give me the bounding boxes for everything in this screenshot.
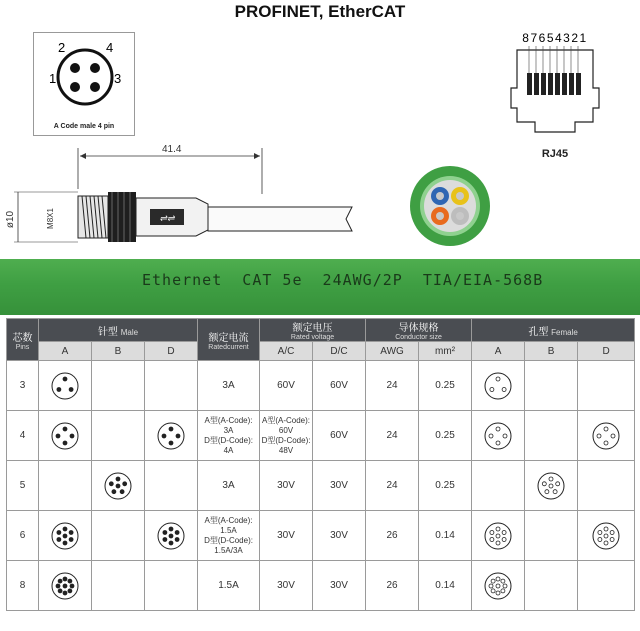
pin-layout-icon [531,466,571,506]
connector-side-view [0,134,380,264]
cell-male-pinout [92,361,145,411]
cell-pins: 6 [7,511,39,561]
cell-male-pinout [92,561,145,611]
rj45-diagram [505,28,605,163]
pin-layout-icon [45,366,85,406]
cell-female-pinout [578,361,635,411]
cell-ac-voltage: 30V [260,511,313,561]
cell-dc-voltage: 30V [313,561,366,611]
cell-male-pinout [145,511,198,561]
pin-layout-icon [45,566,85,606]
cell-dc-voltage: 30V [313,461,366,511]
thread-dimension: M8X1 [45,208,55,229]
cell-female-pinout [472,361,525,411]
pin-layout-icon [586,516,626,556]
cell-female-pinout [472,411,525,461]
subheader-female-b: B [525,342,578,361]
cell-dc-voltage: 30V [313,511,366,561]
cell-male-pinout [39,361,92,411]
cell-awg: 24 [366,411,419,461]
pin-layout-icon [478,516,518,556]
connector-face-diagram [33,32,135,136]
table-row [7,411,635,461]
cell-female-pinout [525,461,578,511]
cell-mm2: 0.14 [419,561,472,611]
pin-layout-icon [478,416,518,456]
cell-pins: 4 [7,411,39,461]
pin-layout-icon [478,366,518,406]
pin-label-4: 4 [106,40,114,55]
cell-female-pinout [525,561,578,611]
header-pins: 芯数 Pins [7,319,39,361]
spec-table [6,318,635,611]
pin-layout-icon [45,516,85,556]
cell-current: 1.5A [198,561,260,611]
cell-male-pinout [92,461,145,511]
cell-mm2: 0.25 [419,461,472,511]
cell-female-pinout [472,561,525,611]
pin-layout-icon [45,416,85,456]
cell-mm2: 0.25 [419,361,472,411]
cell-male-pinout [39,461,92,511]
cable-cross-section-icon [408,164,492,248]
svg-text:⇌⇌: ⇌⇌ [159,213,175,223]
cell-dc-voltage: 60V [313,411,366,461]
table-row [7,361,635,411]
cell-male-pinout [145,561,198,611]
diameter-dimension: ø10 [5,210,17,229]
header-male: 针型 Male [39,319,198,342]
cell-current: 3A [198,461,260,511]
subheader-male-b: B [92,342,145,361]
rj45-icon [505,28,605,146]
subheader-mm2: mm² [419,342,472,361]
cell-pins: 5 [7,461,39,511]
length-dimension: 41.4 [162,144,182,155]
cell-awg: 26 [366,511,419,561]
cell-current: 3A [198,361,260,411]
cell-male-pinout [145,361,198,411]
cell-female-pinout [525,411,578,461]
subheader-ac: A/C [260,342,313,361]
subheader-female-a: A [472,342,525,361]
header-voltage: 额定电压 Rated voltage [260,319,366,342]
cell-ac-voltage: A型(A-Code): 60V D型(D-Code): 48V [260,411,313,461]
pin-label-1: 1 [49,71,57,86]
cell-current: A型(A-Code): 1.5A D型(D-Code): 1.5A/3A [198,511,260,561]
table-row [7,561,635,611]
cell-female-pinout [578,511,635,561]
pin-layout-icon [586,416,626,456]
subheader-female-d: D [578,342,635,361]
subheader-dc: D/C [313,342,366,361]
cell-female-pinout [578,561,635,611]
cell-female-pinout [472,461,525,511]
cell-dc-voltage: 60V [313,361,366,411]
pin-label-2: 2 [58,40,66,55]
pin-layout-icon [98,466,138,506]
cell-male-pinout [145,461,198,511]
cell-male-pinout [145,411,198,461]
subheader-male-a: A [39,342,92,361]
header-female: 孔型 Female [472,319,635,342]
connector-face-icon [34,33,136,123]
header-current: 额定电流 Ratedcurrent [198,319,260,361]
page-title: PROFINET, EtherCAT [234,2,406,21]
cell-male-pinout [39,511,92,561]
cell-ac-voltage: 30V [260,561,313,611]
diagram-area [0,24,640,260]
cell-ac-voltage: 30V [260,461,313,511]
cell-mm2: 0.25 [419,411,472,461]
cell-female-pinout [578,411,635,461]
table-row [7,461,635,511]
pin-layout-icon [151,416,191,456]
header-conductor: 导体规格 Conductor size [366,319,472,342]
cell-female-pinout [525,511,578,561]
subheader-awg: AWG [366,342,419,361]
cell-awg: 24 [366,461,419,511]
cell-awg: 26 [366,561,419,611]
cell-mm2: 0.14 [419,511,472,561]
cell-female-pinout [472,511,525,561]
table-row [7,511,635,561]
cell-male-pinout [39,561,92,611]
cell-female-pinout [525,361,578,411]
subheader-male-d: D [145,342,198,361]
cell-current: A型(A-Code): 3A D型(D-Code): 4A [198,411,260,461]
cable-print-text: Ethernet CAT 5e 24AWG/2P TIA/EIA-568B [142,271,544,289]
cell-pins: 8 [7,561,39,611]
rj45-label: RJ45 [541,148,569,160]
pin-label-3: 3 [114,71,122,86]
cell-awg: 24 [366,361,419,411]
cell-pins: 3 [7,361,39,411]
rj45-pin-numbers: 87654321 [522,31,588,45]
cell-ac-voltage: 60V [260,361,313,411]
cell-male-pinout [92,511,145,561]
cell-female-pinout [578,461,635,511]
spec-table-body [7,361,635,611]
cell-male-pinout [92,411,145,461]
pin-layout-icon [151,516,191,556]
pin-layout-icon [478,566,518,606]
connector-caption: A Code male 4 pin [53,123,115,130]
cell-male-pinout [39,411,92,461]
